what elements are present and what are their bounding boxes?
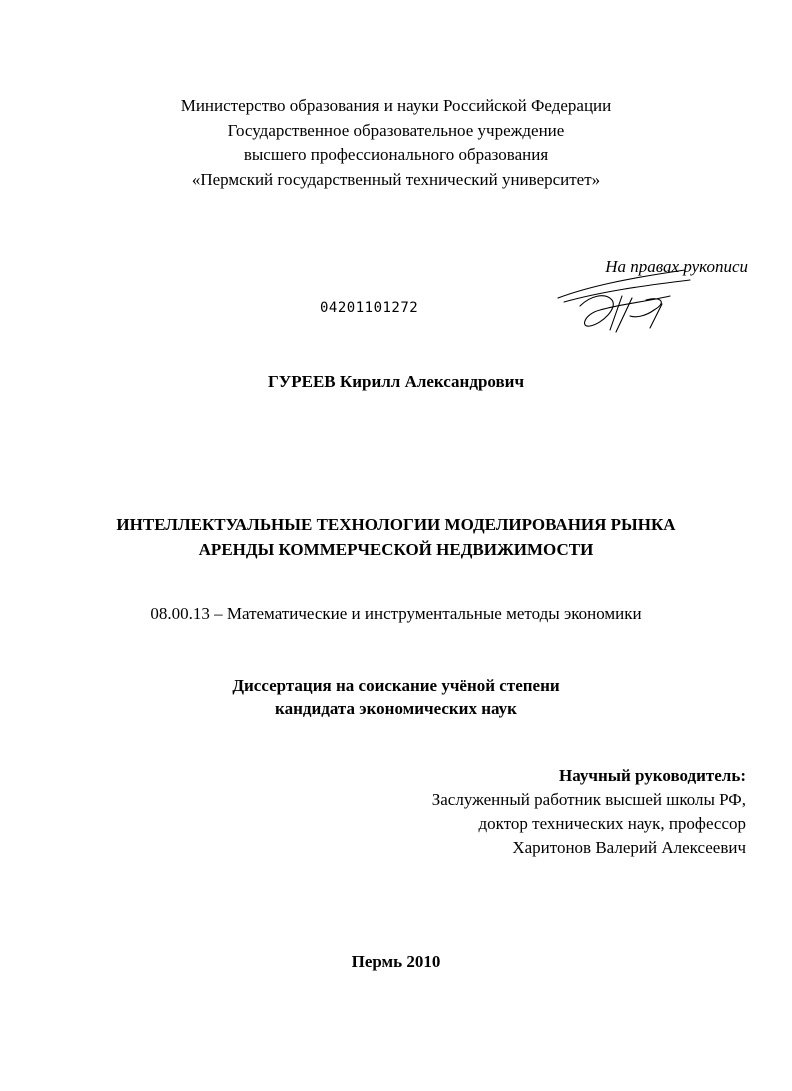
supervisor-block	[432, 764, 746, 860]
specialty-code: 08.00.13 – Математические и инструментальные методы экономики	[150, 604, 642, 623]
education-level-line: высшего профессионального образования	[243, 145, 549, 164]
degree-statement	[0, 674, 792, 720]
supervisor-name: Харитонов Валерий Алексеевич	[512, 838, 746, 857]
institution-type-line: Государственное образовательное учреждение	[227, 120, 565, 140]
dissertation-title	[0, 512, 792, 562]
signature-icon	[550, 266, 700, 336]
degree-line-2: кандидата экономических наук	[275, 699, 517, 718]
city-year: Пермь 2010	[351, 952, 441, 971]
university-name-line: «Пермский государственный технический университет»	[191, 169, 601, 189]
ministry-line: Министерство образования и науки Российской Федерации	[180, 96, 612, 115]
degree-line-1: Диссертация на соискание учёной степени	[232, 676, 560, 695]
supervisor-title-line-1: Заслуженный работник высшей школы РФ,	[431, 790, 746, 809]
author-name: ГУРЕЕВ Кирилл Александрович	[267, 372, 525, 391]
supervisor-title-line-2: доктор технических наук, профессор	[478, 814, 746, 833]
institution-header	[0, 94, 792, 192]
supervisor-heading: Научный руководитель:	[559, 766, 746, 785]
inventory-number: 04201101272	[320, 300, 419, 316]
manuscript-note: На правах рукописи	[605, 257, 748, 276]
title-line-2: АРЕНДЫ КОММЕРЧЕСКОЙ НЕДВИЖИМОСТИ	[198, 540, 594, 559]
title-line-1: ИНТЕЛЛЕКТУАЛЬНЫЕ ТЕХНОЛОГИИ МОДЕЛИРОВАНИЯ РЫНКА	[116, 515, 676, 534]
